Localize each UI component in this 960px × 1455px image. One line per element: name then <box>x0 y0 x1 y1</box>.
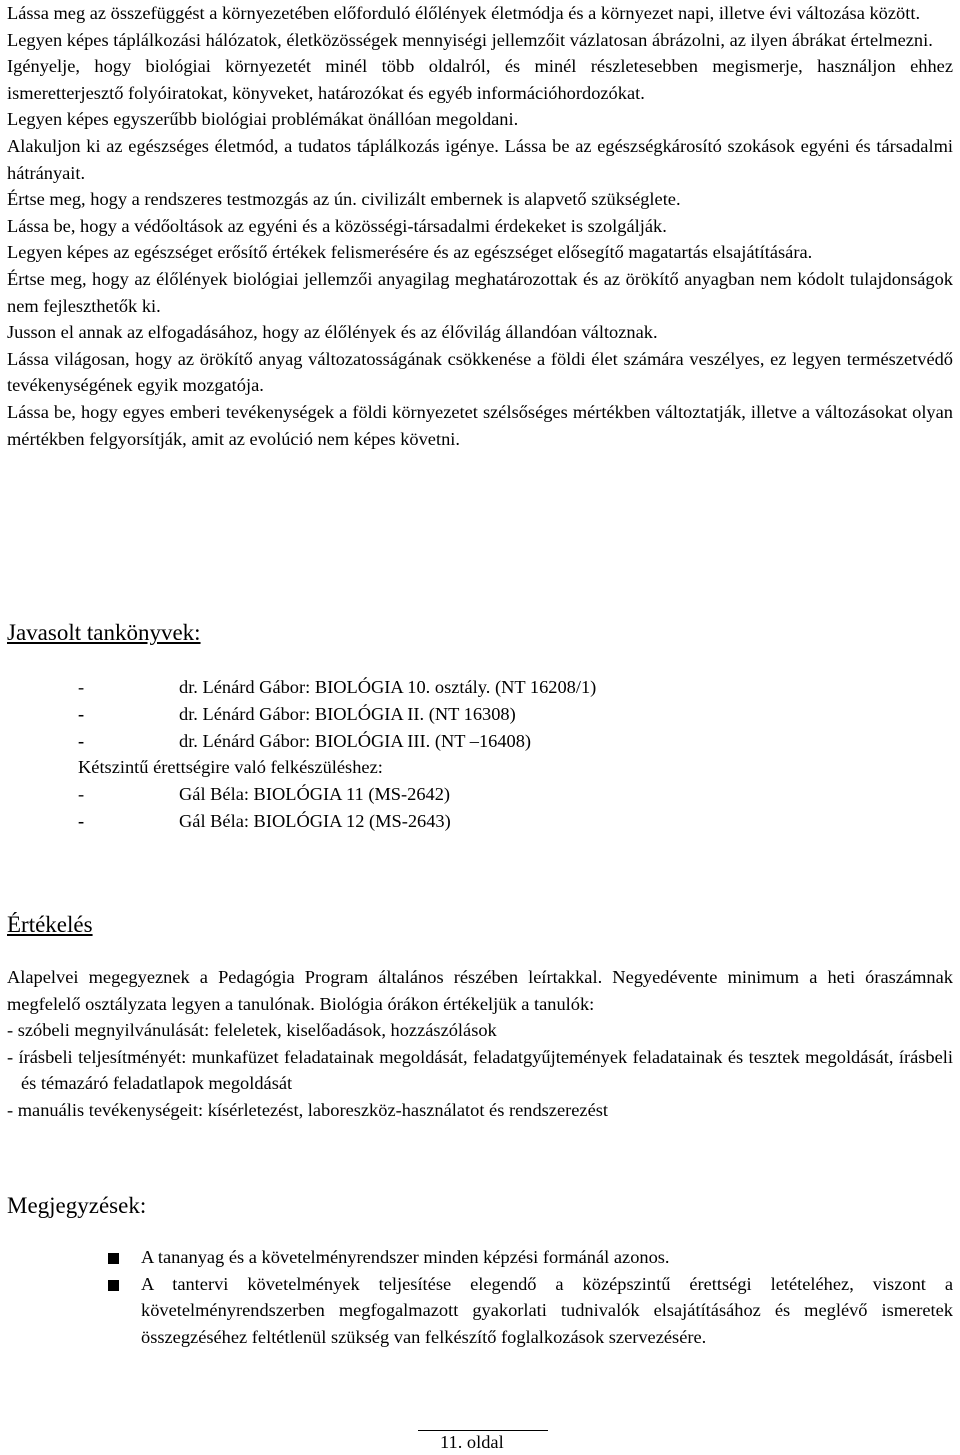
evaluation-heading: Értékelés <box>7 912 93 937</box>
footer-divider <box>418 1430 548 1431</box>
textbooks-heading: Javasolt tankönyvek: <box>7 620 201 645</box>
notes-list <box>108 1244 953 1350</box>
note-text: A tananyag és a követelményrendszer minden képzési formánál azonos. <box>141 1247 670 1267</box>
intro-paragraph: Legyen képes táplálkozási hálózatok, életközösségek mennyiségi jellemzőit vázlatosan ábrázolni, az ilyen ábrákat értelmezni. <box>7 29 933 50</box>
intro-paragraph: Értse meg, hogy az élőlények biológiai jellemzői anyagilag meghatározottak és az örökítő anyagban nem kódolt tulajdonságok nem fejleszthetők ki. <box>7 268 953 316</box>
textbook-title: Gál Béla: BIOLÓGIA 11 (MS-2642) <box>179 784 451 805</box>
textbook-item <box>7 701 953 728</box>
intro-paragraph: Legyen képes az egészséget erősítő értékek felismerésére és az egészséget elősegítő magatartás elsajátítására. <box>7 242 813 263</box>
note-item <box>108 1244 953 1271</box>
textbook-title: Gál Béla: BIOLÓGIA 12 (MS-2643) <box>179 810 451 831</box>
evaluation-item: - manuális tevékenységeit: kísérletezést, laboreszköz-használatot és rendszerezést <box>7 1099 609 1120</box>
notes-heading: Megjegyzések: <box>7 1193 147 1218</box>
textbook-subheading: Kétszintű érettségire való felkészüléshez: <box>78 757 383 778</box>
textbook-item <box>7 674 953 701</box>
evaluation-paragraph: Alapelvei megegyeznek a Pedagógia Program általános részében leírtakkal. Negyedévente minimum a heti óraszámnak megfelelő osztályzata legyen a tanulónak. Biológia órákon értékeljük a tanulók: <box>7 967 953 1014</box>
intro-block <box>7 0 953 452</box>
textbook-item <box>7 808 953 835</box>
list-dash: - <box>78 784 85 805</box>
textbook-title: dr. Lénárd Gábor: BIOLÓGIA III. (NT –16408) <box>179 730 532 751</box>
intro-paragraph: Értse meg, hogy a rendszeres testmozgás az ún. civilizált embernek is alapvető szükséglete. <box>7 189 681 210</box>
textbooks-list <box>7 674 953 835</box>
intro-paragraph: Lássa be, hogy egyes emberi tevékenységek a földi környezetet szélsőséges mértékben változtatják, illetve a változásokat olyan mértékben felgyorsítják, amit az evolúció nem képes követni. <box>7 401 953 449</box>
intro-paragraph: Jusson el annak az elfogadásához, hogy az élőlények és az élővilág állandóan változnak. <box>7 322 658 343</box>
intro-paragraph: Lássa be, hogy a védőoltások az egyéni és a közösségi-társadalmi érdekeket is szolgálják. <box>7 215 667 236</box>
list-dash: - <box>78 730 85 751</box>
evaluation-block <box>7 964 953 1124</box>
intro-paragraph: Lássa meg az összefüggést a környezetében előforduló élőlények életmódja és a környezet napi, illetve évi változása között. <box>7 3 921 23</box>
textbook-item <box>7 728 953 755</box>
intro-paragraph: Igényelje, hogy biológiai környezetét minél több oldalról, és minél részletesebben megismerje, használjon ehhez ismeretterjesztő folyóiratokat, könyveket, határozókat és egyéb információhordozókat. <box>7 56 953 103</box>
evaluation-item: - írásbeli teljesítményét: munkafüzet feladatainak megoldását, feladatgyűjtemények feladatainak és tesztek megoldását, írásbeli és témazáró feladatlapok megoldását <box>7 1046 953 1094</box>
evaluation-item: - szóbeli megnyilvánulását: feleletek, kiselőadások, hozzászólások <box>7 1020 497 1041</box>
note-text: A tantervi követelmények teljesítése elegendő a középszintű érettségi letételéhez, viszont a követelményrendszerben megfogalmazott gyakorlati tudnivalók elsajátításához és meglévő ismeretek összegzéséhez feltétlenül szükség van felkészítő foglalkozások szervezésére. <box>141 1273 953 1347</box>
page-number: 11. oldal <box>440 1432 504 1452</box>
list-dash: - <box>78 810 85 831</box>
square-bullet-icon <box>108 1280 119 1291</box>
list-dash: - <box>78 703 85 724</box>
textbook-item <box>7 781 953 808</box>
textbook-title: dr. Lénárd Gábor: BIOLÓGIA 10. osztály. (NT 16208/1) <box>179 677 597 697</box>
textbook-subheading-row <box>7 754 953 781</box>
square-bullet-icon <box>108 1253 119 1264</box>
intro-paragraph: Legyen képes egyszerűbb biológiai problémákat önállóan megoldani. <box>7 109 519 130</box>
intro-paragraph: Lássa világosan, hogy az örökítő anyag változatosságának csökkenése a földi élet számára veszélyes, ez legyen természetvédő tevékenységének egyik mozgatója. <box>7 348 953 396</box>
textbook-title: dr. Lénárd Gábor: BIOLÓGIA II. (NT 16308) <box>179 703 516 724</box>
list-dash: - <box>78 677 85 697</box>
note-item <box>108 1271 953 1351</box>
intro-paragraph: Alakuljon ki az egészséges életmód, a tudatos táplálkozás igénye. Lássa be az egészségkárosító szokások egyéni és társadalmi hátrányait. <box>7 135 953 183</box>
